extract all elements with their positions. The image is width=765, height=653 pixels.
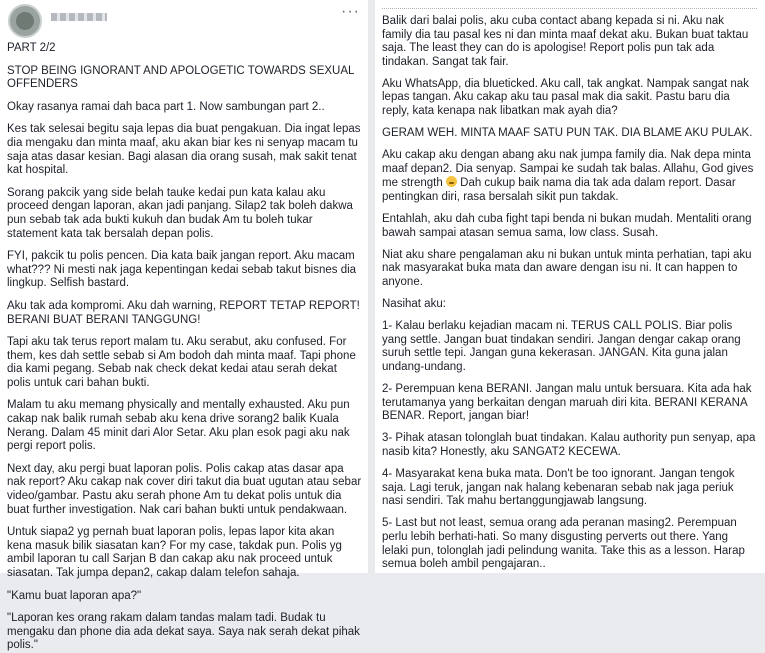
post-paragraph: Niat aku share pengalaman aku ni bukan untuk minta perhatian, tapi aku nak masyarakat buka mata dan aware dengan isu ni. It can happen to anyone. — [382, 248, 752, 288]
post-paragraph: Kes tak selesai begitu saja lepas dia buat pengakuan. Dia ingat lepas dia mengaku dan minta maaf, aku akan biar kes ni senyap macam tu saja atas dasar kesian. Bagi alasan dia orang susah, mak sakit tenat kat hospital. — [7, 123, 361, 177]
post-paragraph: Sorang pakcik yang side belah tauke kedai pun kata kalau aku proceed dengan laporan, akan jadi panjang. Silap2 tak boleh dakwa pun sebab tak ada bukti kukuh dan budak Am tu boleh tukar statement kata tak bersalah depan polis. — [7, 186, 353, 240]
post-paragraph: "Laporan kes orang rakam dalam tandas malam tadi. Budak tu mengaku dan phone dia ada dekat saya. Saya nak serah dekat pihak polis." — [7, 612, 360, 652]
post-paragraph: Nasihat aku: — [382, 298, 446, 311]
post-paragraph: 5- Last but not least, semua orang ada peranan masing2. Perempuan perlu lebih berhati-hati. So many disgusting perverts out there. Yang lelaki pun, tolonglah jadi pelindung wanita. Take this as a lesson. Harap semua boleh ambil pengajaran.. — [382, 517, 745, 571]
post-text: Aku cakap aku dengan abang aku nak jumpa family dia. Nak depa minta maaf depan2. Dia senyap. Sampai ke sudah tak balas. Allahu, God gives me strength — [382, 149, 754, 190]
post-paragraph: "Kamu buat laporan apa?" — [7, 589, 142, 602]
post-paragraph: STOP BEING IGNORANT AND APOLOGETIC TOWARDS SEXUAL OFFENDERS — [7, 64, 355, 91]
blurred-author-name[interactable] — [51, 13, 107, 21]
post-paragraph — [382, 149, 757, 204]
post-paragraph: PART 2/2 — [7, 42, 56, 54]
post-paragraph: Untuk siapa2 yg pernah buat laporan polis, lepas lapor kita akan kena masuk bilik siasatan kan? For my case, takdak pun. Polis yg ambil laporan tu call Sarjan B dan cakap aku nak proceed untuk siasatan. Tak jumpa depan2, cakap dalam telefon sahaja. — [7, 526, 342, 579]
avatar[interactable] — [8, 4, 42, 38]
more-options-icon[interactable]: ··· — [341, 3, 360, 20]
post-paragraph: Entahlah, aku dah cuba fight tapi benda ni bukan mudah. Mentaliti orang bawah sampai atasan semua sama, low class. Susah. — [382, 213, 752, 239]
post-text: Dah cukup baik nama dia tak ada dalam report. Dasar pentingkan diri, rasa bersalah sikit pun takdak. — [382, 177, 736, 204]
post-paragraph: Okay rasanya ramai dah baca part 1. Now sambungan part 2.. — [7, 100, 325, 113]
post-paragraph: 4- Masyarakat kena buka mata. Don't be too ignorant. Jangan tengok saja. Lagi teruk, jangan nak halang kebenaran sebab nak jaga periuk nasi sendiri. Tak mahu bertanggungjawab langsung. — [382, 468, 735, 508]
post-paragraph: FYI, pakcik tu polis pencen. Dia kata baik jangan report. Aku macam what??? Ni mesti nak jaga kepentingan kedai sebab takut bisnes dia lingkup. Selfish bastard. — [7, 250, 357, 290]
post-paragraph: 3- Pihak atasan tolonglah buat tindakan. Kalau authority pun senyap, apa nasib kita? Honestly, aku SANGAT2 KECEWA. — [382, 432, 756, 458]
post-paragraph: Balik dari balai polis, aku cuba contact abang kepada si ni. Aku nak family dia tau pasal kes ni dan minta maaf dekat aku. Bukan buat taktau saja. The least they can do is apologise! Report polis pun tak ada tindakan. Sangat tak fair. — [382, 15, 749, 68]
post-header — [7, 0, 362, 42]
post-paragraph: Aku tak ada kompromi. Aku dah warning, REPORT TETAP REPORT! BERANI BUAT BERANI TANGGUNG! — [7, 299, 360, 326]
post-paragraph: 2- Perempuan kena BERANI. Jangan malu untuk bersuara. Kita ada hak terutamanya yang berkaitan dengan maruah diri kita. BERANI KERANA BENAR. Report, jangan biar! — [382, 383, 752, 423]
right-post-panel — [375, 0, 765, 573]
post-paragraph: Next day, aku pergi buat laporan polis. Polis cakap atas dasar apa nak report? Aku cakap nak cover diri takut dia buat ugutan atau sebar video/gambar. Pastu aku serah phone Am tu dekat polis untuk dia buat further investigation. Nak cari bahan bukti untuk pendakwaan. — [7, 462, 362, 516]
section-divider — [382, 8, 757, 15]
crying-emoji-icon — [446, 176, 457, 187]
post-paragraph: GERAM WEH. MINTA MAAF SATU PUN TAK. DIA BLAME AKU PULAK. — [382, 127, 753, 140]
post-paragraph: Tapi aku tak terus report malam tu. Aku serabut, aku confused. For them, kes dah settle sebab si Am bodoh dah minta maaf. Tapi phone dia kami pegang. Sebab nak check dekat kedai atau serah dekat polis untuk cari bahan bukti. — [7, 336, 356, 389]
post-paragraph: Malam tu aku memang physically and mentally exhausted. Aku pun cakap nak balik rumah sebab aku kena drive sorang2 balik Kuala Nerang. Dalam 45 minit dari Alor Setar. Aku plan esok pagi aku nak pergi report polis. — [7, 399, 350, 453]
left-post-panel — [0, 0, 368, 652]
post-paragraph: Aku WhatsApp, dia blueticked. Aku call, tak angkat. Nampak sangat nak lepas tangan. Aku cakap aku tau pasal mak dia sakit. Pastu baru dia reply, kata kenapa nak libatkan mak ayah dia? — [382, 77, 749, 118]
post-paragraph: 1- Kalau berlaku kejadian macam ni. TERUS CALL POLIS. Biar polis yang settle. Jangan buat tindakan sendiri. Jangan dengar cakap orang suruh settle tepi. Jangan guna kekerasan. JANGAN. Kita guna jalan undang-undang. — [382, 320, 741, 373]
